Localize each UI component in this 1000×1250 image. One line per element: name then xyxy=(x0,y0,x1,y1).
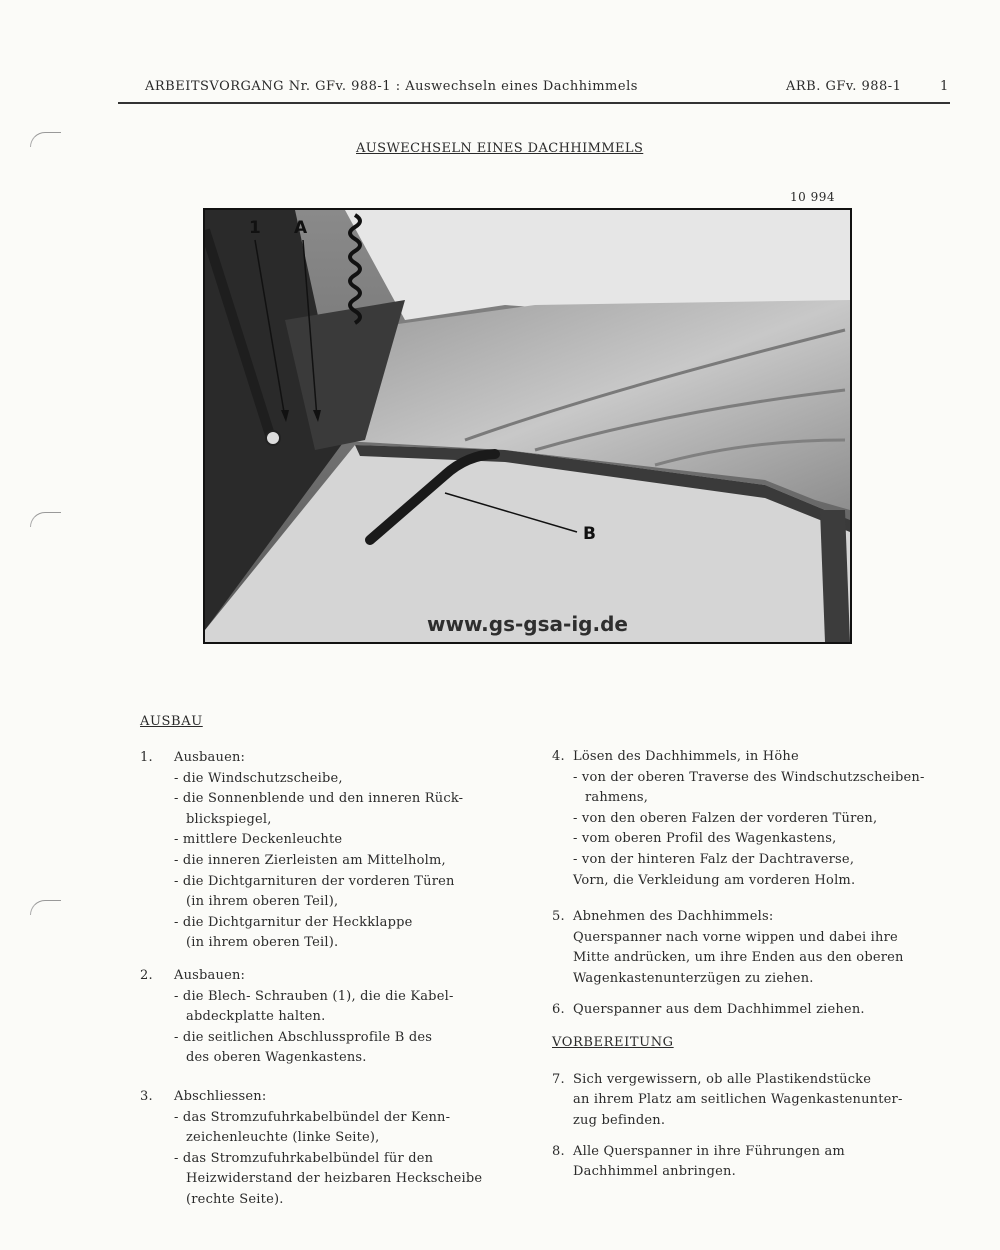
figure-label-1: 1 xyxy=(249,218,261,238)
page-title: AUSWECHSELN EINES DACHHIMMELS xyxy=(356,141,644,156)
item-line: - das Stromzufuhrkabelbündel der Kenn- xyxy=(174,1109,451,1125)
figure-photo xyxy=(205,210,850,642)
list-item xyxy=(140,1087,520,1211)
item-line: Wagenkastenunterzügen zu ziehen. xyxy=(573,970,814,986)
item-line: Querspanner aus dem Dachhimmel ziehen. xyxy=(573,1001,865,1017)
item-number: 1. xyxy=(140,750,153,765)
watermark-url: www.gs-gsa-ig.de xyxy=(427,612,628,636)
item-number: 6. xyxy=(552,1001,565,1017)
item-line: rahmens, xyxy=(585,790,649,806)
hole-punch-mark xyxy=(30,900,61,915)
list-item xyxy=(552,1070,972,1132)
item-line: Heizwiderstand der heizbaren Heckscheibe xyxy=(186,1171,483,1187)
item-line: (in ihrem oberen Teil). xyxy=(186,935,339,951)
item-line: - von der hinteren Falz der Dachtraverse, xyxy=(573,851,855,867)
item-number: 7. xyxy=(552,1071,565,1087)
figure-label-a: A xyxy=(294,218,308,238)
item-line: Ausbauen: xyxy=(174,967,246,983)
page-number: 1 xyxy=(940,79,949,94)
item-line: (in ihrem oberen Teil), xyxy=(186,894,339,910)
item-line: - die inneren Zierleisten am Mittelholm, xyxy=(174,852,446,868)
item-line: - die Dichtgarnitur der Heckklappe xyxy=(174,914,413,930)
item-number: 2. xyxy=(140,967,153,983)
item-line: Sich vergewissern, ob alle Plastikendstücke xyxy=(573,1071,872,1087)
figure-label-b: B xyxy=(583,524,596,544)
item-line: blickspiegel, xyxy=(186,811,272,827)
item-number: 8. xyxy=(552,1143,565,1159)
item-line: - vom oberen Profil des Wagenkastens, xyxy=(573,831,837,847)
list-item xyxy=(552,747,972,891)
section-heading-vorbereitung: VORBEREITUNG xyxy=(552,1035,674,1051)
item-line: - die Windschutzscheibe, xyxy=(174,770,343,786)
item-line: Alle Querspanner in ihre Führungen am xyxy=(573,1143,845,1159)
item-line: Vorn, die Verkleidung am vorderen Holm. xyxy=(573,872,856,888)
item-line: - die Sonnenblende und den inneren Rück- xyxy=(174,791,464,807)
section-heading-ausbau: AUSBAU xyxy=(140,714,203,729)
hole-punch-mark xyxy=(30,132,61,147)
item-line: Ausbauen: xyxy=(174,750,246,765)
item-number: 3. xyxy=(140,1088,153,1104)
item-line: Mitte andrücken, um ihre Enden aus den oberen xyxy=(573,950,904,966)
list-item xyxy=(552,1000,972,1021)
item-number: 4. xyxy=(552,749,565,764)
list-item xyxy=(140,748,520,954)
item-line: abdeckplatte halten. xyxy=(186,1009,326,1025)
item-line: des oberen Wagenkastens. xyxy=(186,1050,367,1066)
figure-number: 10 994 xyxy=(790,190,835,204)
item-line: (rechte Seite). xyxy=(186,1191,284,1207)
item-line: - mittlere Deckenleuchte xyxy=(174,832,343,848)
item-line: Abnehmen des Dachhimmels: xyxy=(573,909,774,925)
item-line: - von den oberen Falzen der vorderen Türen, xyxy=(573,810,878,826)
hole-punch-mark xyxy=(30,512,61,527)
left-column xyxy=(140,748,520,1210)
header-rule xyxy=(118,102,950,104)
figure xyxy=(203,208,852,644)
list-item xyxy=(140,966,520,1069)
item-line: Abschliessen: xyxy=(174,1088,267,1104)
item-line: - die seitlichen Abschlussprofile B des xyxy=(174,1029,433,1045)
item-line: - das Stromzufuhrkabelbündel für den xyxy=(174,1150,434,1166)
list-item xyxy=(552,907,972,989)
item-line: - die Blech- Schrauben (1), die die Kabel- xyxy=(174,988,454,1004)
header-left: ARBEITSVORGANG Nr. GFv. 988-1 : Auswechseln eines Dachhimmels xyxy=(145,79,638,94)
item-number: 5. xyxy=(552,909,565,925)
item-line: - von der oberen Traverse des Windschutzscheiben- xyxy=(573,769,925,785)
item-line: Lösen des Dachhimmels, in Höhe xyxy=(573,749,799,764)
item-line: Querspanner nach vorne wippen und dabei ihre xyxy=(573,929,898,945)
header-right: ARB. GFv. 988-1 xyxy=(786,79,902,94)
item-line: zug befinden. xyxy=(573,1112,666,1128)
item-line: Dachhimmel anbringen. xyxy=(573,1164,736,1180)
item-line: an ihrem Platz am seitlichen Wagenkastenunter- xyxy=(573,1092,903,1108)
item-line: zeichenleuchte (linke Seite), xyxy=(186,1130,380,1146)
item-line: - die Dichtgarnituren der vorderen Türen xyxy=(174,873,455,889)
right-column xyxy=(552,747,972,1183)
list-item xyxy=(552,1142,972,1183)
